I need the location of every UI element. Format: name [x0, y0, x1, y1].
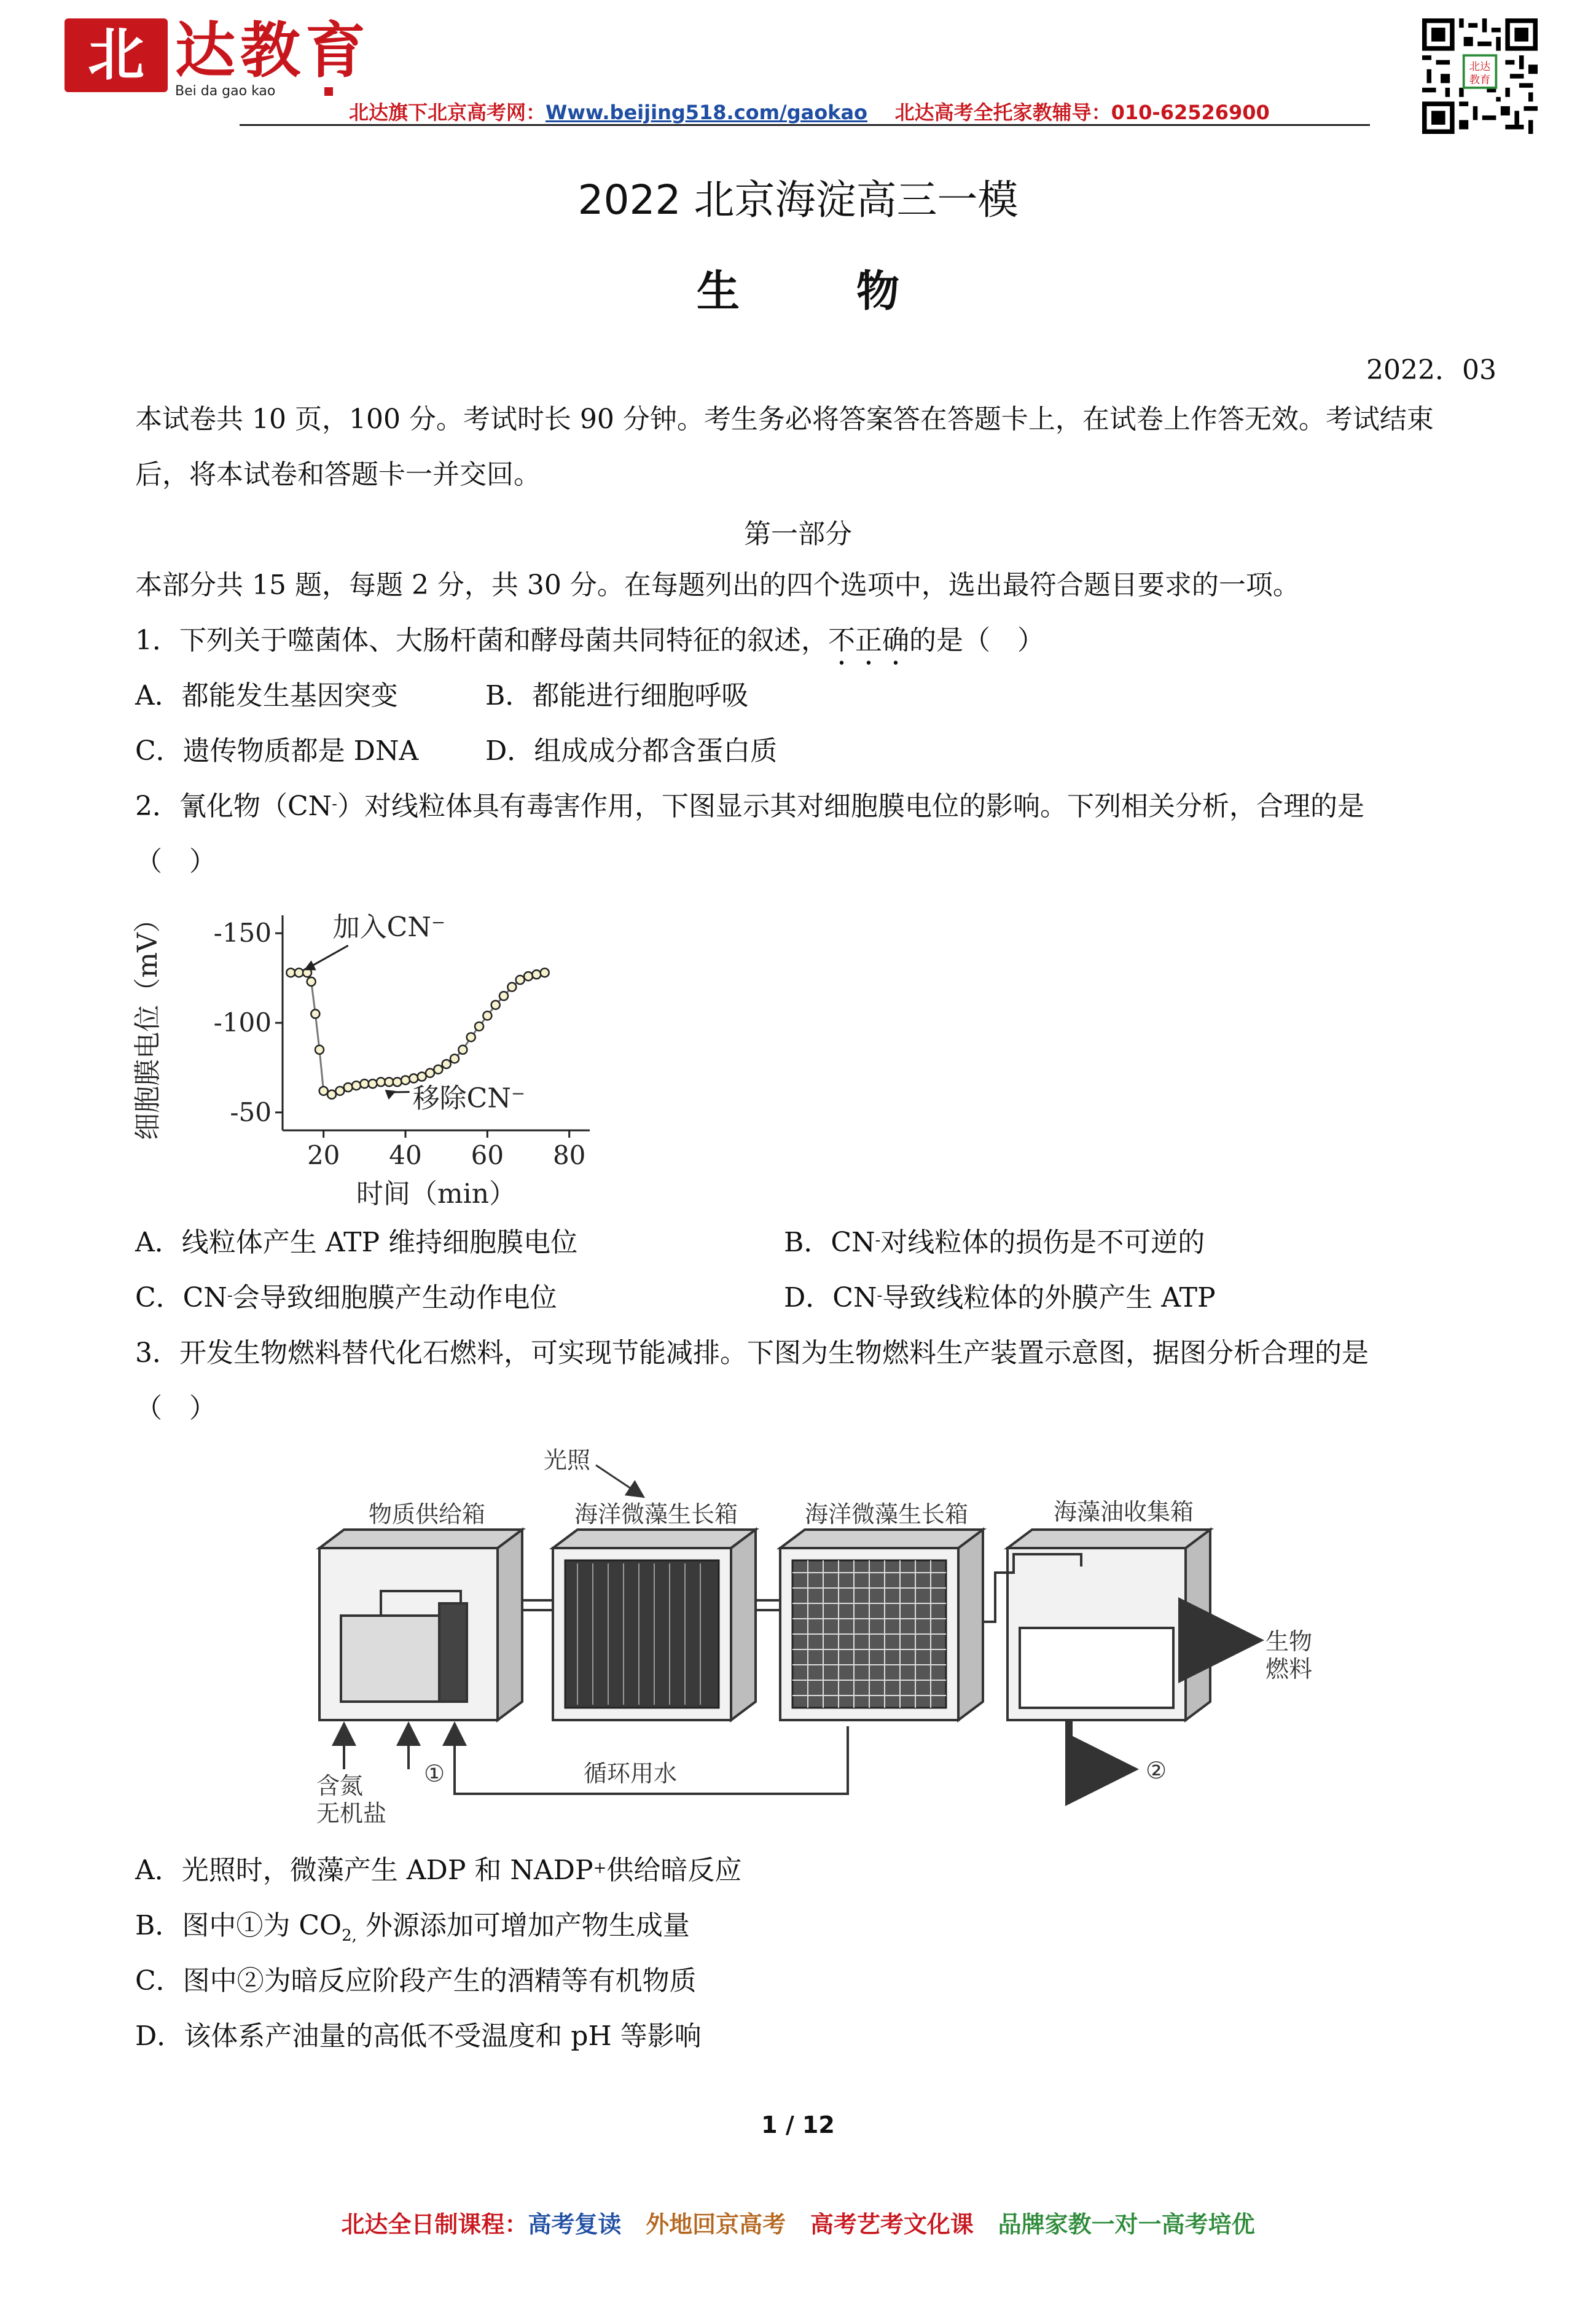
light-label: 光照 [544, 1447, 591, 1474]
data-point [491, 1001, 500, 1009]
q3-option-a[interactable]: A．光照时，微藻产生 ADP 和 NADP+供给暗反应 [135, 1855, 742, 1886]
data-point [319, 1087, 328, 1095]
data-point [467, 1033, 475, 1041]
footer-label: 北达全日制课程： [341, 2211, 528, 2238]
membrane-potential-chart [123, 897, 614, 1216]
q1-option-c[interactable]: C．遗传物质都是 DNA [135, 735, 419, 767]
q3-option-d[interactable]: D．该体系产油量的高低不受温度和 pH 等影响 [135, 2020, 702, 2052]
tutor-label: 北达高考全托家教辅导： [894, 101, 1111, 124]
box4-side [1186, 1530, 1210, 1720]
q2-option-b[interactable]: B．CN-对线粒体的损伤是不可逆的 [784, 1227, 1205, 1258]
logo-mark: 北 [65, 18, 168, 92]
box3-label: 海洋微藻生长箱 [805, 1501, 969, 1528]
data-point [315, 1046, 324, 1054]
box1-label: 物质供给箱 [369, 1501, 486, 1528]
subject-title: 生物 [697, 266, 1016, 316]
data-point [327, 1090, 336, 1099]
x-tick-label: 80 [552, 1140, 586, 1170]
part-title: 第一部分 [744, 518, 852, 550]
q1-option-a[interactable]: A．都能发生基因突变 [135, 680, 398, 711]
data-point [352, 1081, 361, 1090]
data-point [524, 972, 533, 980]
biofuel-label-1: 生物 [1265, 1628, 1313, 1655]
y-tick-label: -150 [213, 918, 272, 949]
qr-caption-bottom: 教育 [1469, 74, 1491, 87]
mark-2: ② [1146, 1757, 1167, 1784]
footer-course-2[interactable]: 外地回京高考 [646, 2211, 786, 2238]
q2-option-d[interactable]: D．CN-导致线粒体的外膜产生 ATP [784, 1282, 1216, 1313]
question-2-stem: 2．氰化物（CN-）对线粒体具有毒害作用，下图显示其对细胞膜电位的影响。下列相关分析，合理的是 [135, 791, 1364, 822]
box2-side [731, 1530, 756, 1720]
data-point [409, 1074, 418, 1082]
algae-mesh-box3 [792, 1560, 946, 1708]
data-point [434, 1065, 442, 1074]
phone-number: 010-62526900 [1111, 101, 1270, 124]
logo-text: 达教育 [175, 15, 371, 86]
recycle-water-label: 循环用水 [584, 1760, 678, 1787]
q3-paren: （ ） [135, 1393, 216, 1424]
y-tick-label: -50 [230, 1097, 272, 1127]
site-label: 北达旗下北京高考网： [349, 101, 546, 124]
data-point [532, 970, 541, 979]
data-point [450, 1054, 459, 1063]
question-1-stem: 1．下列关于噬菌体、大肠杆菌和酵母菌共同特征的叙述，不正确的是（ ） [135, 625, 1044, 656]
data-point [442, 1060, 451, 1068]
logo-dot-icon [324, 87, 333, 96]
feed-column [439, 1603, 467, 1702]
algae-tubes-box2 [565, 1560, 719, 1708]
data-point [458, 1046, 467, 1054]
data-point [393, 1078, 402, 1086]
x-axis-label: 时间（min） [356, 1178, 517, 1210]
box2-top [553, 1530, 756, 1548]
box4-top [1007, 1530, 1210, 1548]
page-title: 2022 北京海淀高三一模 [577, 176, 1019, 224]
pipe-1-2 [522, 1600, 553, 1610]
data-point [483, 1011, 491, 1020]
qr-caption-top: 北达 [1469, 61, 1491, 74]
box3-top [780, 1530, 983, 1548]
data-point [385, 1078, 393, 1086]
data-point [311, 1009, 319, 1018]
box4-label: 海藻油收集箱 [1054, 1498, 1194, 1525]
page-number: 1 / 12 [761, 2111, 835, 2138]
footer-course-3[interactable]: 高考艺考文化课 [810, 2211, 974, 2238]
biofuel-label-2: 燃料 [1265, 1656, 1313, 1683]
q2-option-c[interactable]: C．CN-会导致细胞膜产生动作电位 [135, 1282, 557, 1313]
x-tick-label: 40 [389, 1140, 422, 1170]
annotation-add-cn: 加入CN⁻ [332, 912, 446, 944]
question-3-stem: 3．开发生物燃料替代化石燃料，可实现节能减排。下图为生物燃料生产装置示意图，据图分析合理的是 [135, 1337, 1369, 1369]
data-point [499, 992, 508, 1000]
input-label-1: 含氮 [316, 1772, 364, 1799]
box1-side [498, 1530, 522, 1720]
data-point [335, 1087, 344, 1095]
q1-option-d[interactable]: D．组成成分都含蛋白质 [485, 735, 778, 767]
mark-1: ① [424, 1760, 445, 1787]
data-point [360, 1079, 369, 1088]
light-arrow [596, 1465, 642, 1496]
data-point [295, 968, 303, 977]
q2-option-a[interactable]: A．线粒体产生 ATP 维持细胞膜电位 [135, 1227, 578, 1258]
part-intro: 本部分共 15 题，每题 2 分，共 30 分。在每题列出的四个选项中，选出最符合题目要求的一项。 [135, 569, 1300, 601]
data-point [516, 976, 525, 984]
emphasis-not-correct: 不正确 [828, 625, 909, 656]
q2-paren: （ ） [135, 846, 216, 877]
data-point [401, 1076, 410, 1084]
header-divider [240, 124, 1370, 126]
q3-option-b[interactable]: B．图中①为 $CO_{2,}$ 外源添加可增加产物生成量 [135, 1910, 690, 1945]
annotation-remove-cn: 移除CN⁻ [412, 1082, 526, 1114]
input-label-2: 无机盐 [316, 1800, 387, 1827]
box1-top [319, 1530, 522, 1548]
oil-layer [1020, 1628, 1173, 1708]
data-point [426, 1069, 434, 1078]
x-tick-label: 60 [471, 1140, 504, 1170]
footer-courses [0, 2205, 1596, 2239]
y-tick-label: -100 [213, 1007, 272, 1038]
data-point [369, 1079, 377, 1088]
box3-side [958, 1530, 983, 1720]
footer-course-1[interactable]: 高考复读 [528, 2211, 622, 2238]
x-tick-label: 20 [307, 1140, 340, 1170]
q1-option-b[interactable]: B．都能进行细胞呼吸 [485, 680, 749, 711]
data-point [344, 1083, 353, 1092]
header-contact-line [349, 97, 1270, 125]
intro-line-2: 后，将本试卷和答题卡一并交回。 [135, 459, 541, 490]
data-point [286, 968, 295, 977]
y-axis-label: 细胞膜电位（mV） [132, 906, 163, 1140]
logo-pinyin: Bei da gao kao [175, 84, 276, 99]
q3-option-c[interactable]: C．图中②为暗反应阶段产生的酒精等有机物质 [135, 1965, 697, 1997]
data-point [475, 1022, 483, 1031]
box2-label: 海洋微藻生长箱 [574, 1501, 738, 1528]
annotation-remove-cn-arrowhead [385, 1090, 396, 1100]
data-point [418, 1073, 426, 1081]
site-url-link[interactable]: Www.beijing518.com/gaokao [546, 101, 868, 124]
footer-course-4[interactable]: 品牌家教一对一高考培优 [998, 2211, 1255, 2238]
feed-tank [341, 1616, 439, 1702]
byproduct-output-arrow [1069, 1720, 1124, 1769]
intro-line-1: 本试卷共 10 页，100 分。考试时长 90 分钟。考生务必将答案答在答题卡上，在试卷上作答无效。考试结束 [135, 404, 1434, 435]
exam-date: 2022．03 [1366, 354, 1496, 386]
biofuel-apparatus-diagram [307, 1438, 1352, 1831]
data-point [541, 968, 549, 977]
data-point [377, 1078, 385, 1086]
data-point [307, 977, 316, 986]
data-point [507, 983, 516, 992]
qr-code-icon[interactable] [1422, 18, 1538, 134]
pipe-2-3 [756, 1600, 780, 1610]
